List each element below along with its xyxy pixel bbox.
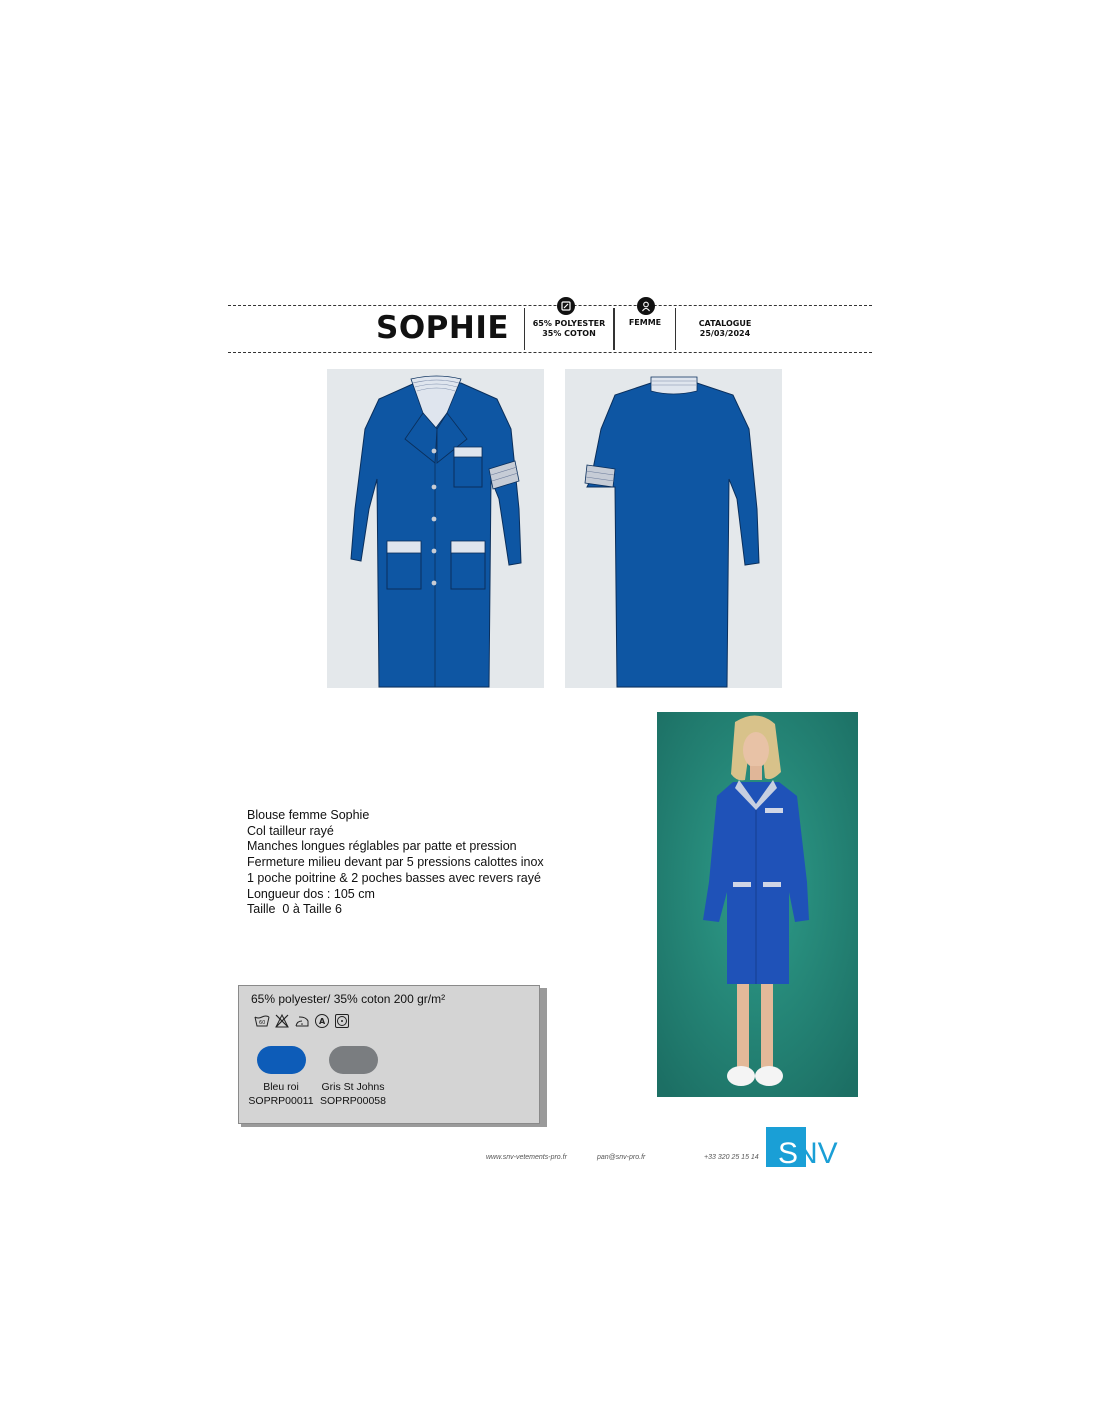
woman-icon xyxy=(637,297,655,315)
color-swatch-gris[interactable] xyxy=(329,1046,378,1074)
description-line: Taille 0 à Taille 6 xyxy=(247,902,342,917)
header-bottom-rule xyxy=(228,352,872,353)
color-swatch-bleu-roi[interactable] xyxy=(257,1046,306,1074)
model-photo xyxy=(657,712,858,1097)
footer-phone[interactable]: +33 320 25 15 14 xyxy=(704,1154,759,1161)
tumble-dry-icon xyxy=(334,1013,350,1029)
color-code: SOPRP00011 xyxy=(248,1095,314,1107)
no-bleach-icon xyxy=(274,1013,290,1029)
fabric-composition: 65% polyester/ 35% coton 200 gr/m² xyxy=(251,992,446,1006)
svg-text:S: S xyxy=(778,1137,799,1167)
care-icons xyxy=(254,1013,350,1029)
color-name: Bleu roi xyxy=(263,1081,299,1093)
front-view-drawing xyxy=(327,369,544,688)
color-name: Gris St Johns xyxy=(321,1081,385,1093)
wash-60-icon xyxy=(254,1013,270,1029)
gender-label: FEMME xyxy=(628,318,662,327)
description-line: Manches longues réglables par patte et pression xyxy=(247,839,517,854)
footer-website[interactable]: www.snv-vetements-pro.fr xyxy=(486,1154,567,1161)
description-line: Fermeture milieu devant par 5 pressions calottes inox xyxy=(247,855,544,870)
composition-line-2: 35% COTON xyxy=(542,329,596,338)
description-line: Longueur dos : 105 cm xyxy=(247,886,375,901)
svg-text:NV: NV xyxy=(796,1137,838,1167)
dry-clean-a-icon xyxy=(314,1013,330,1029)
iron-icon xyxy=(294,1013,310,1029)
description-line: Col tailleur rayé xyxy=(247,823,334,838)
svg-text:60: 60 xyxy=(259,1020,266,1026)
footer-email[interactable]: pan@snv-pro.fr xyxy=(597,1154,646,1161)
description-line: Blouse femme Sophie xyxy=(247,808,370,822)
product-title: SOPHIE xyxy=(376,310,510,346)
composition-line-1: 65% POLYESTER xyxy=(532,319,606,328)
description-line: 1 poche poitrine & 2 poches basses avec revers rayé xyxy=(247,870,541,885)
snv-logo xyxy=(766,1127,856,1167)
catalogue-cell xyxy=(675,308,774,350)
product-description xyxy=(247,808,544,918)
header-top-rule xyxy=(228,305,872,306)
back-view-drawing xyxy=(565,369,782,688)
catalogue-date: 25/03/2024 xyxy=(699,329,751,338)
color-code: SOPRP00058 xyxy=(320,1095,386,1107)
fabric-care-icon xyxy=(557,297,575,315)
svg-text:A: A xyxy=(319,1017,326,1026)
catalogue-label: CATALOGUE xyxy=(698,319,752,328)
